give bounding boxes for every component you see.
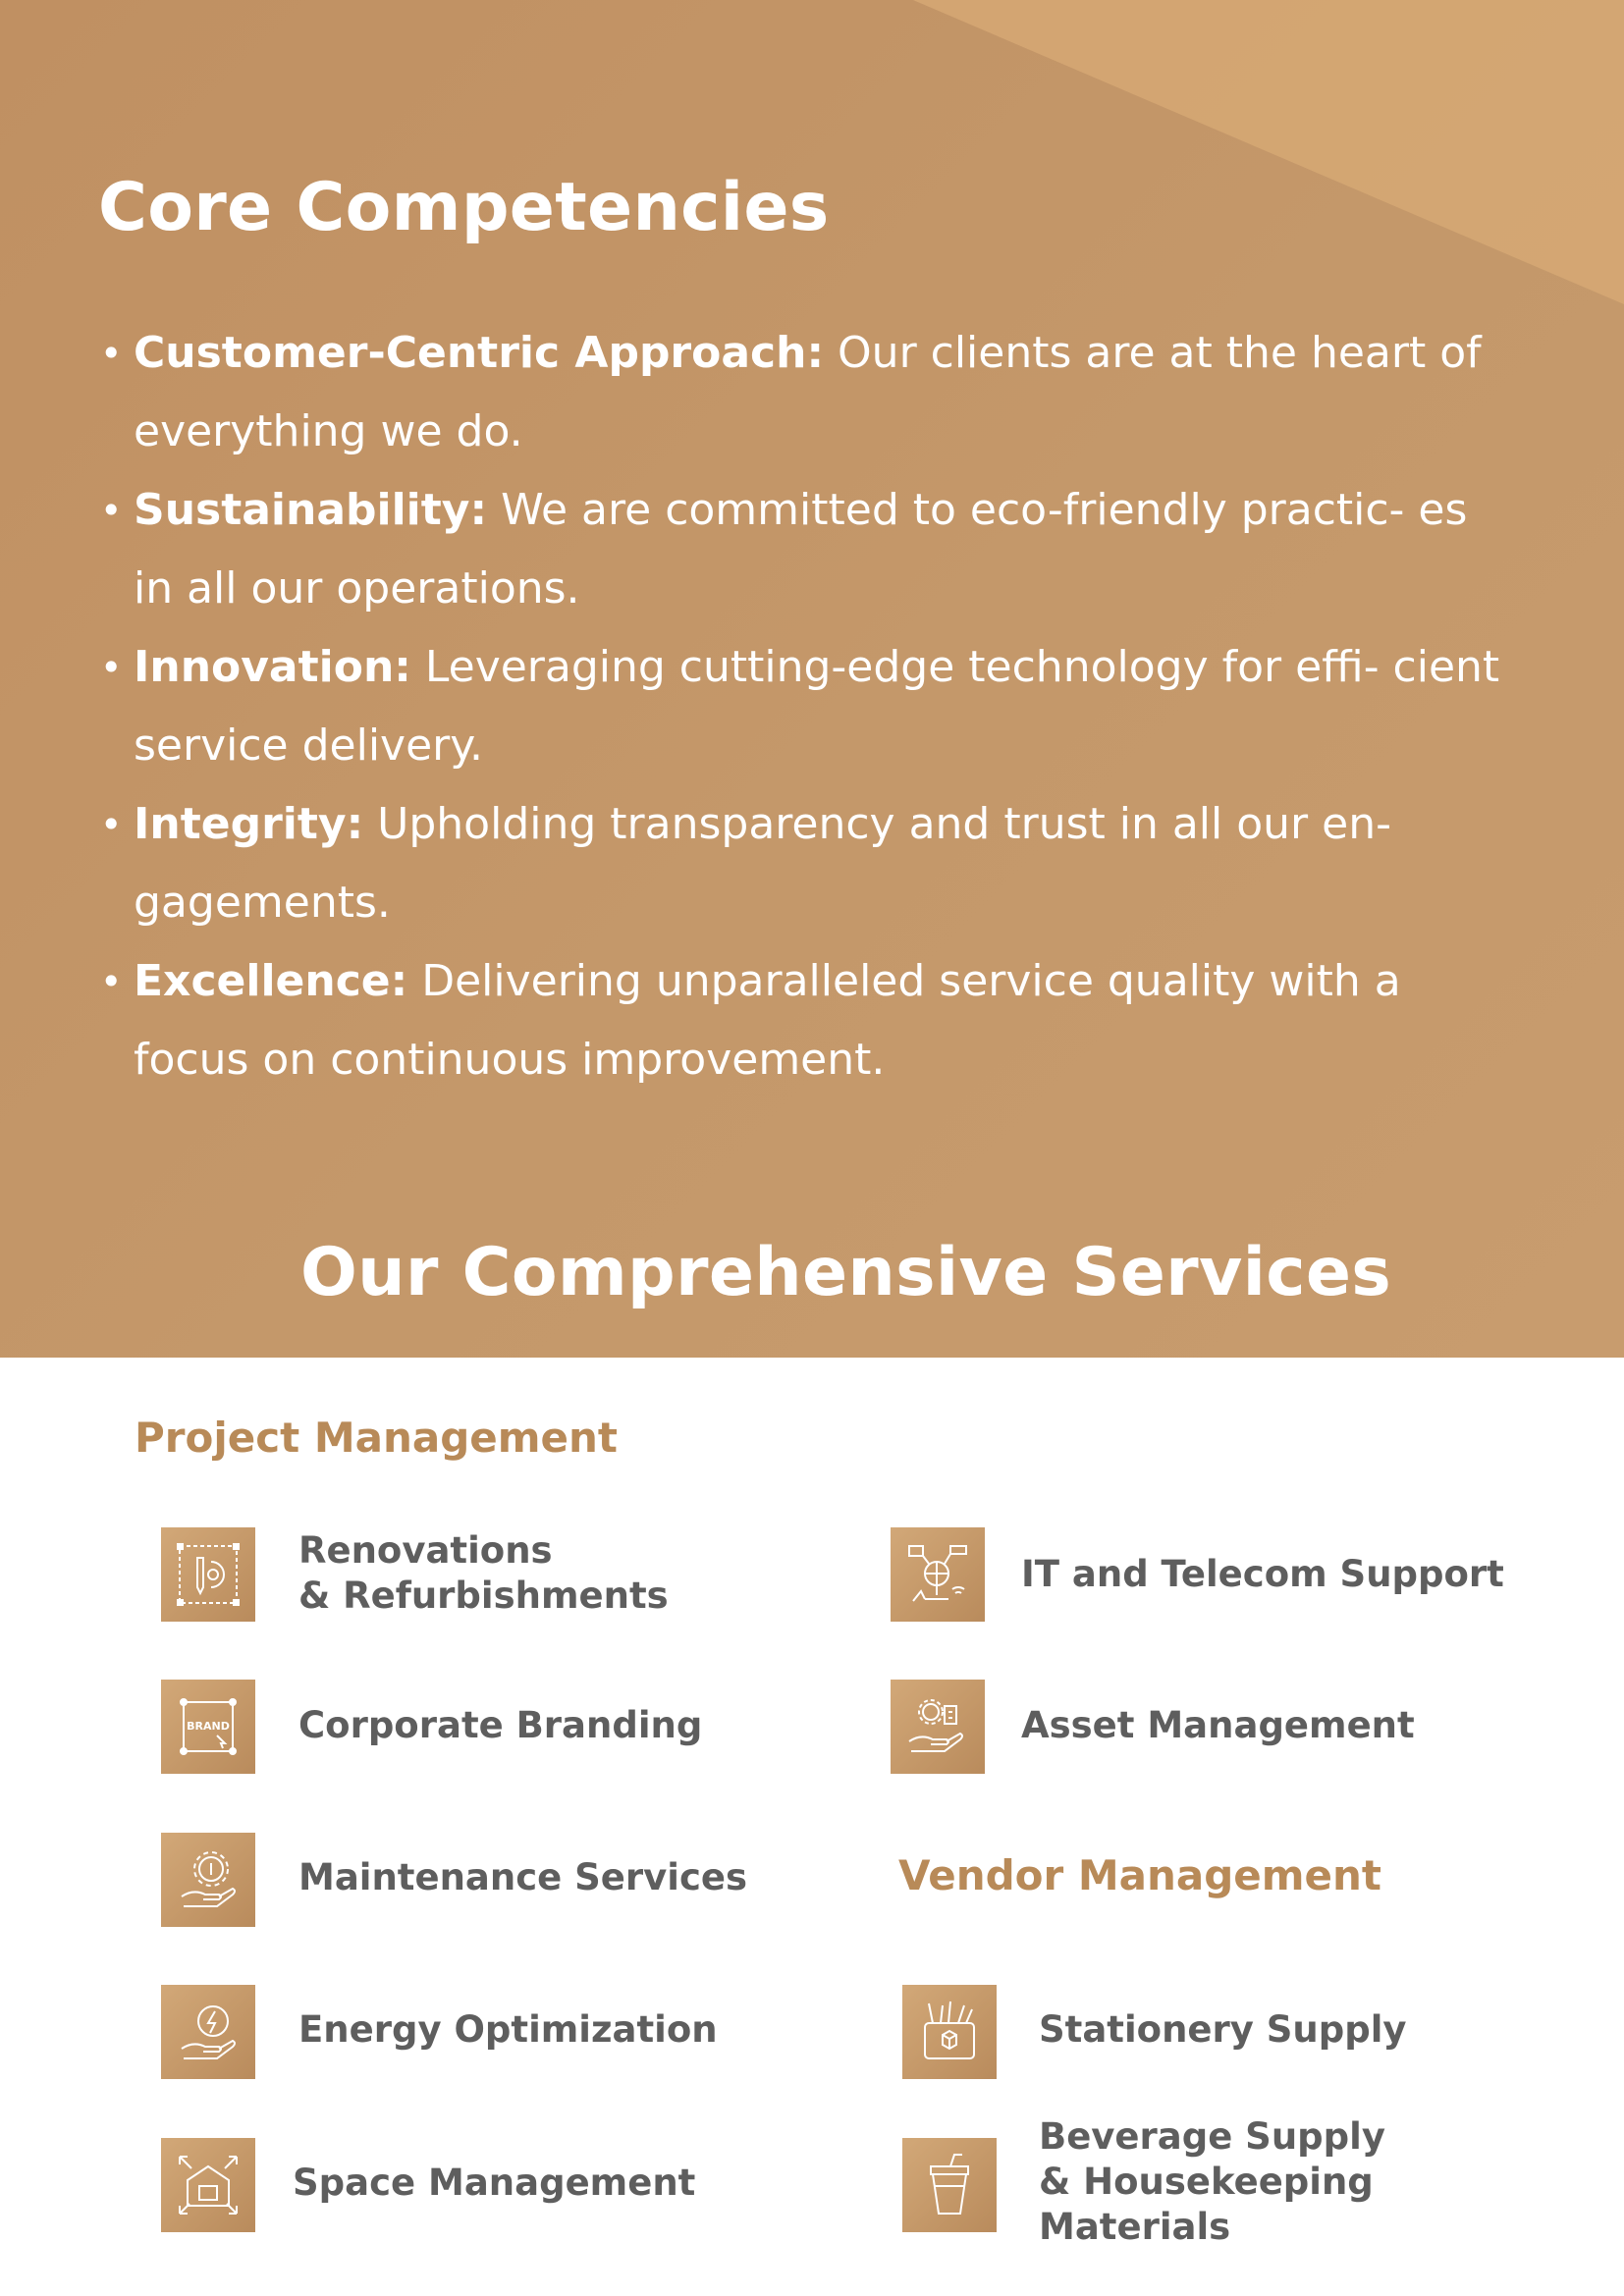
competency-item xyxy=(98,785,1508,942)
service-space-management xyxy=(293,2161,695,2206)
service-corporate-branding xyxy=(298,1703,702,1748)
beverage-cup-icon xyxy=(902,2138,997,2232)
service-label-line: Renovations xyxy=(298,1529,553,1572)
competency-term: Innovation: xyxy=(134,642,411,692)
service-asset-management xyxy=(1021,1703,1415,1748)
competency-item xyxy=(98,628,1508,785)
svg-text:BRAND: BRAND xyxy=(187,1720,230,1733)
competency-text: We are committed to eco-friendly practic- es in all our operations. xyxy=(134,485,1468,614)
service-beverage-housekeeping xyxy=(1039,2114,1385,2250)
competency-term: Customer-Centric Approach: xyxy=(134,328,825,378)
service-renovations xyxy=(298,1528,669,1619)
service-label-line: IT and Telecom Support xyxy=(1021,1553,1504,1595)
service-label-line: Energy Optimization xyxy=(298,2008,718,2051)
service-label-line: Corporate Branding xyxy=(298,1704,703,1746)
stationery-box-icon xyxy=(902,1985,997,2079)
competency-text: Our clients are at the heart of everything we do. xyxy=(134,328,1482,456)
competency-term: Excellence: xyxy=(134,956,408,1006)
project-management-heading: Project Management xyxy=(135,1414,618,1462)
service-label-line: Stationery Supply xyxy=(1039,2008,1407,2051)
competency-term: Integrity: xyxy=(134,799,364,849)
renovation-icon xyxy=(161,1527,255,1622)
service-maintenance xyxy=(298,1855,747,1900)
vendor-management-heading: Vendor Management xyxy=(898,1851,1382,1899)
service-label-line: Beverage Supply xyxy=(1039,2115,1385,2158)
service-energy-optimization xyxy=(298,2007,718,2053)
network-globe-icon xyxy=(891,1527,985,1622)
brand-icon xyxy=(161,1680,255,1774)
service-label-line: Maintenance Services xyxy=(298,1856,747,1898)
services-title: Our Comprehensive Services xyxy=(300,1234,1392,1311)
core-competencies-title: Core Competencies xyxy=(98,169,830,246)
service-it-telecom xyxy=(1021,1552,1504,1597)
service-label-line: & Refurbishments xyxy=(298,1575,669,1617)
service-label-line: Asset Management xyxy=(1021,1704,1415,1746)
competency-item xyxy=(98,942,1508,1099)
maintenance-gear-hand-icon xyxy=(161,1833,255,1927)
service-label-line: Space Management xyxy=(293,2162,696,2204)
service-stationery-supply xyxy=(1039,2007,1407,2053)
competency-item xyxy=(98,314,1508,471)
competency-text: Leveraging cutting-edge technology for effi- cient service delivery. xyxy=(134,642,1500,771)
service-label-line: & Housekeeping xyxy=(1039,2161,1374,2203)
service-label-line: Materials xyxy=(1039,2206,1231,2248)
energy-hand-icon xyxy=(161,1985,255,2079)
asset-hand-icon xyxy=(891,1680,985,1774)
competency-term: Sustainability: xyxy=(134,485,488,535)
competency-text: Delivering unparalleled service quality with a focus on continuous improvement. xyxy=(134,956,1401,1085)
competency-item xyxy=(98,471,1508,628)
space-expand-icon xyxy=(161,2138,255,2232)
competency-text: Upholding transparency and trust in all our en- gagements. xyxy=(134,799,1391,928)
competency-list xyxy=(98,314,1512,1099)
